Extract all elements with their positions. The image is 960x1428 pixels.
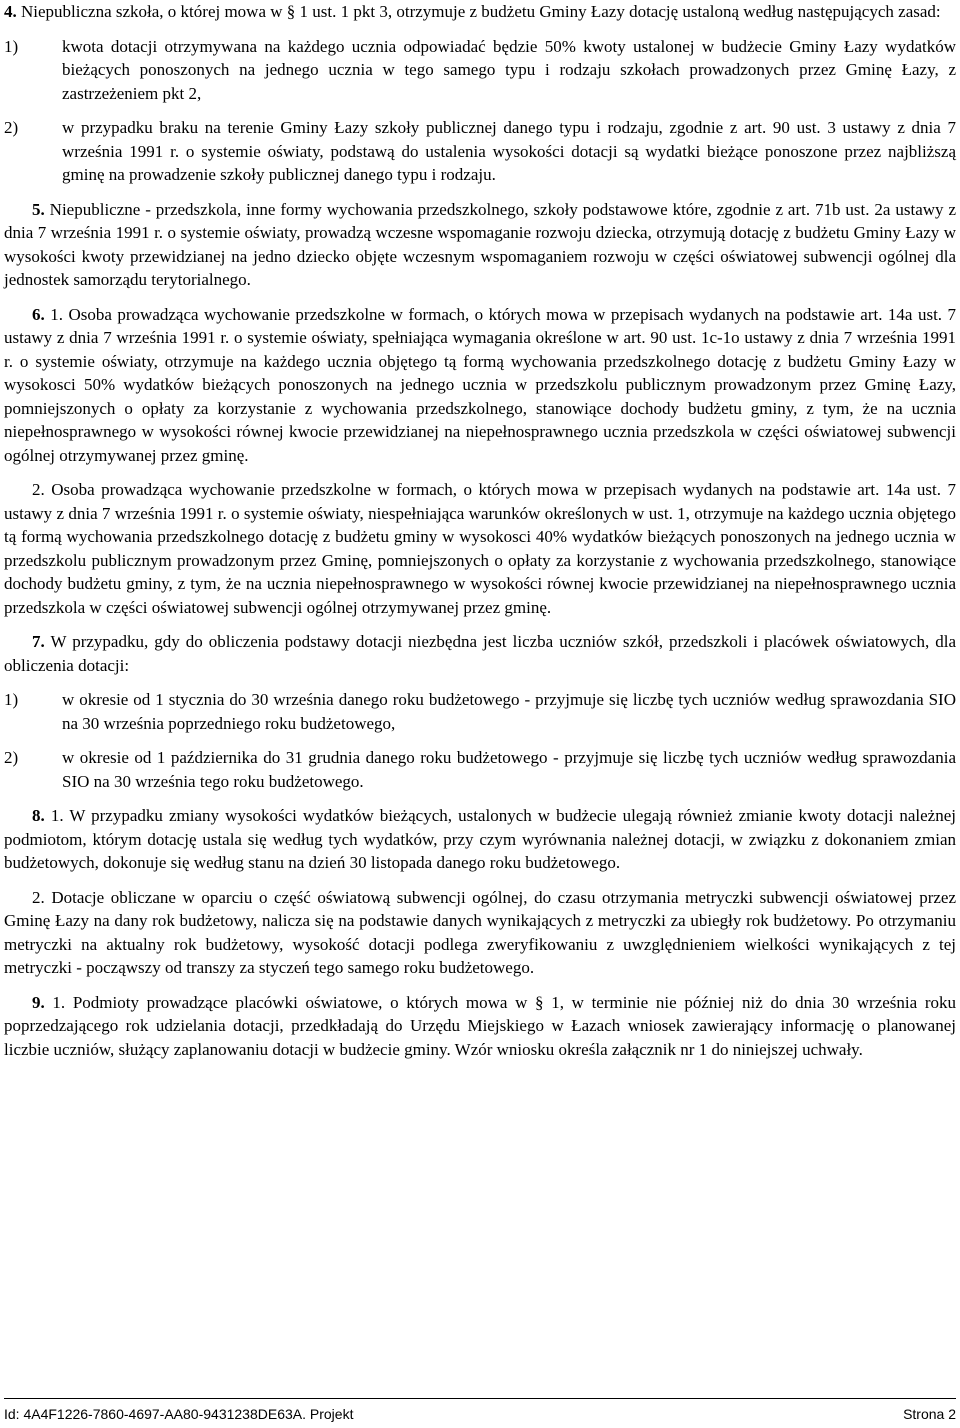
- section-6-1: [4, 303, 956, 468]
- list-item: 1) w okresie od 1 stycznia do 30 września danego roku budżetowego - przyjmuje się liczbę tych uczniów według sprawozdania SIO na 30 września poprzedniego roku budżetowego,: [4, 690, 956, 733]
- section-7-number: 7.: [32, 632, 45, 651]
- section-8-2: [4, 886, 956, 980]
- section-7-list: [4, 688, 956, 793]
- section-7-intro: [4, 630, 956, 677]
- document-page: [4, 0, 956, 1061]
- list-item: 2) w okresie od 1 października do 31 grudnia danego roku budżetowego - przyjmuje się liczbę tych uczniów według sprawozdania SIO na 30 września tego roku budżetowego.: [4, 748, 956, 791]
- section-4-intro: [4, 0, 956, 24]
- section-5-text: Niepubliczne - przedszkola, inne formy wychowania przedszkolnego, szkoły podstawowe które, zgodnie z art. 71b ust. 2a ustawy z dnia 7 września 1991 r. o systemie oświaty, prowadzą wczesne wspomaganie rozwoju dziecka, otrzymują dotację z budżetu Gminy Łazy w wysokości kwoty przewidzianej na jedno dziecko objęte wczesnym wspomaganiem rozwoju w części oświatowej subwencji ogólnej dla jednostek samorządu terytorialnego.: [4, 199, 957, 289]
- page-footer: [4, 1398, 956, 1423]
- footer-divider: [4, 1398, 956, 1399]
- section-7-text: W przypadku, gdy do obliczenia podstawy dotacji niezbędna jest liczba uczniów szkół, przedszkoli i placówek oświatowych, dla obliczenia dotacji:: [4, 632, 956, 675]
- section-8-2-text: Dotacje obliczane w oparciu o część oświatową subwencji ogólnej, do czasu otrzymania metryczki subwencji oświatowej przez Gminę Łazy na dany rok budżetowy, nalicza się na podstawie danych wynikających z metryczki za ubiegły rok budżetowy. Po otrzymaniu metryczki na aktualny rok budżetowy, wysokość dotacji podlega zweryfikowaniu z uwzględnieniem wielkości wynikających z tej metryczki - począwszy od transzy za styczeń tego samego roku budżetowego.: [4, 887, 956, 977]
- list-item: 1) kwota dotacji otrzymywana na każdego ucznia odpowiadać będzie 50% kwoty ustalonej w budżecie Gminy Łazy wydatków bieżących ponoszonych na jednego ucznia w tego samego typu i rodzaju szkołach prowadzonych przez Gminę Łazy, z zastrzeżeniem pkt 2,: [4, 36, 956, 103]
- section-6-2-text: Osoba prowadząca wychowanie przedszkolne w formach, o których mowa w przepisach wydanych na podstawie art. 14a ust. 7 ustawy z dnia 7 września 1991 r. o systemie oświaty, niespełniająca warunków określonych w ust. 1, otrzymuje na każdego ucznia objętego tą formą wychowania przedszkolnego dotację z budżetu gminy w wysokosci 40% wydatków bieżących ponoszonych na jednego ucznia w przedszkolu publicznym prowadzonym przez Gminę, pomniejszonych o opłaty za korzystanie z wychowania przedszkolnego, stanowiące dochody budżetu gminy, z tym, że na ucznia niepełnosprawnego w wysokości równej kwocie przewidzianej na niepełnosprawnego ucznia przedszkola w części oświatowej subwencji ogólnej otrzymywanej przez gminę.: [4, 480, 957, 617]
- page-number: Strona 2: [903, 1406, 956, 1422]
- section-5-number: 5.: [32, 199, 45, 219]
- section-9-1-number: 1.: [52, 992, 66, 1012]
- section-6-2: [4, 478, 956, 619]
- document-id: Id: 4A4F1226-7860-4697-AA80-9431238DE63A. Projekt: [4, 1406, 354, 1422]
- section-8-2-number: 2.: [32, 887, 45, 907]
- section-6-1-number: 1.: [50, 304, 63, 324]
- section-4-number: 4.: [4, 2, 17, 21]
- section-6-number: 6.: [32, 304, 45, 324]
- section-8-1-text: W przypadku zmiany wysokości wydatków bieżących, ustalonych w budżecie ulegają również zmianie kwoty dotacji należnej podmiotom, którym dotację ustala się według tych wydatków, przy czym wyrównania należnej dotacji, w związku z dokonaniem zmian budżetowych, dokonuje się według stanu na dzień 30 listopada danego roku budżetowego.: [4, 806, 956, 872]
- section-5: [4, 198, 956, 292]
- section-4-text: Niepubliczna szkoła, o której mowa w § 1 ust. 1 pkt 3, otrzymuje z budżetu Gminy Łazy dotację ustaloną według następujących zasad:: [21, 2, 941, 21]
- section-8-1-number: 1.: [50, 806, 64, 825]
- section-9-1-text: Podmioty prowadzące placówki oświatowe, o których mowa w § 1, w terminie nie później niż do dnia 30 września roku poprzedzającego rok udzielania dotacji, przedkładają do Urzędu Miejskiego w Łazach wniosek zawierający informację o planowanej liczbie uczniów, służący zaplanowaniu dotacji w budżecie gminy. Wzór wniosku określa załącznik nr 1 do niniejszej uchwały.: [4, 992, 956, 1059]
- section-6-2-number: 2.: [32, 480, 45, 499]
- section-4-list: [4, 35, 956, 187]
- list-item: 2) w przypadku braku na terenie Gminy Łazy szkoły publicznej danego typu i rodzaju, zgodnie z art. 90 ust. 3 ustawy z dnia 7 września 1991 r. o systemie oświaty, podstawą do ustalenia wysokości dotacji są wydatki bieżące ponoszone przez najbliższą gminę na prowadzenie szkoły publicznej danego typu i rodzaju.: [4, 118, 956, 184]
- section-6-1-text: Osoba prowadząca wychowanie przedszkolne w formach, o których mowa w przepisach wydanych na podstawie art. 14a ust. 7 ustawy z dnia 7 września 1991 r. o systemie oświaty, spełniająca wymagania określone w art. 90 ust. 1c-1o ustawy z dnia 7 września 1991 r. o systemie oświaty, otrzymuje na każdego ucznia objętego tą formą wychowania przedszkolnego dotację z budżetu Gminy Łazy w wysokosci 50% wydatków bieżących ponoszonych na jednego ucznia w przedszkolu publicznym prowadzonym przez Gminę Łazy, pomniejszonych o opłaty za korzystanie z wychowania przedszkolnego, stanowiące dochody budżetu gminy, z tym, że na ucznia niepełnosprawnego w wysokości równej kwocie przewidzianej na niepełnosprawnego ucznia przedszkola w części oświatowej subwencji ogólnej otrzymywanej przez gminę.: [4, 304, 957, 465]
- section-9-number: 9.: [32, 992, 45, 1012]
- section-8-number: 8.: [32, 806, 45, 825]
- section-9-1: [4, 991, 956, 1062]
- section-8-1: [4, 804, 956, 875]
